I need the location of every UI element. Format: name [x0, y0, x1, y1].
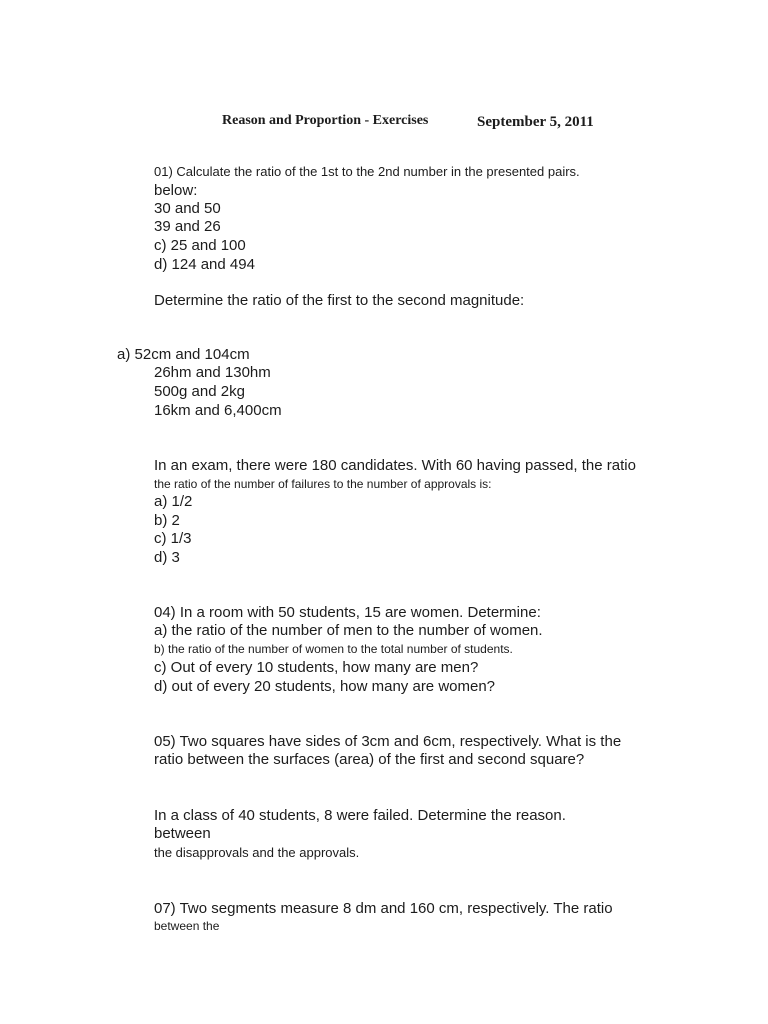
document-title: Reason and Proportion - Exercises [222, 113, 429, 128]
question-4-item-d: d) out of every 20 students, how many are women? [154, 678, 496, 695]
question-2-item-a: a) 52cm and 104cm [117, 346, 250, 363]
question-6-prompt-continued: between [154, 825, 211, 842]
question-3-prompt: In an exam, there were 180 candidates. With 60 having passed, the ratio [154, 457, 636, 474]
question-3-option-c: c) 1/3 [154, 530, 192, 547]
question-6-prompt-end: the disapprovals and the approvals. [154, 845, 360, 860]
question-5-prompt: 05) Two squares have sides of 3cm and 6cm, respectively. What is the [154, 733, 622, 750]
question-2-item-c: 500g and 2kg [154, 383, 245, 400]
question-1-prompt-continued: below: [154, 182, 198, 199]
question-1-item-a: 30 and 50 [154, 200, 221, 217]
question-4-prompt: 04) In a room with 50 students, 15 are women. Determine: [154, 604, 541, 621]
question-5-prompt-continued: ratio between the surfaces (area) of the first and second square? [154, 751, 585, 768]
document-date: September 5, 2011 [477, 114, 594, 130]
question-1-item-c: c) 25 and 100 [154, 237, 246, 254]
question-3-prompt-continued: the ratio of the number of failures to the number of approvals is: [154, 477, 492, 491]
question-2-item-b: 26hm and 130hm [154, 364, 271, 381]
question-6-prompt: In a class of 40 students, 8 were failed. Determine the reason. [154, 807, 566, 824]
question-1-item-d: d) 124 and 494 [154, 256, 255, 273]
question-2-prompt: Determine the ratio of the first to the second magnitude: [154, 292, 525, 309]
question-3-option-a: a) 1/2 [154, 493, 193, 510]
question-1-item-b: 39 and 26 [154, 218, 221, 235]
question-7-prompt-continued: between the [154, 919, 220, 933]
question-3-option-d: d) 3 [154, 549, 180, 566]
question-4-item-a: a) the ratio of the number of men to the number of women. [154, 622, 543, 639]
question-3-option-b: b) 2 [154, 512, 180, 529]
question-7-prompt: 07) Two segments measure 8 dm and 160 cm, respectively. The ratio [154, 900, 613, 917]
question-1-prompt: 01) Calculate the ratio of the 1st to the 2nd number in the presented pairs. [154, 164, 580, 179]
question-4-item-c: c) Out of every 10 students, how many are men? [154, 659, 479, 676]
question-2-item-d: 16km and 6,400cm [154, 402, 282, 419]
question-4-item-b: b) the ratio of the number of women to the total number of students. [154, 642, 513, 656]
